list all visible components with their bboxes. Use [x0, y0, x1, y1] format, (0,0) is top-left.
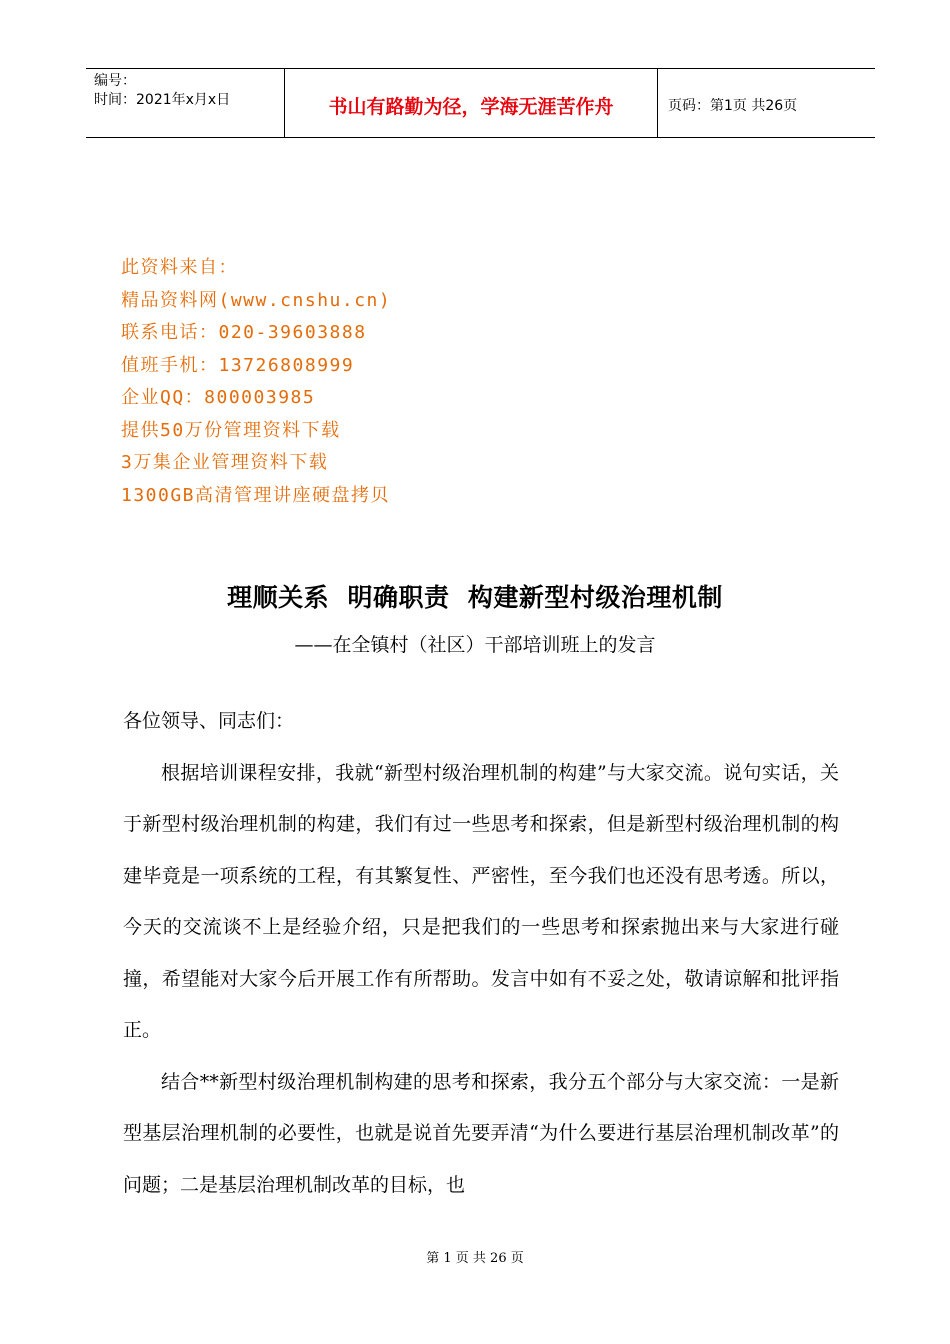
greeting: 各位领导、同志们：: [123, 710, 295, 732]
paragraph: 结合**新型村级治理机制构建的思考和探索，我分五个部分与大家交流：一是新型基层治理机制的必要性，也就是说首先要弄清“为什么要进行基层治理机制改革”的问题；二是基层治理机制改革的目标，也: [123, 1070, 839, 1196]
promo-line: 提供50万份管理资料下载: [121, 419, 341, 441]
header-table: [86, 68, 875, 138]
page-footer: 第 1 页 共 26 页: [426, 1251, 524, 1266]
document-body: [123, 696, 839, 1211]
promo-line: 企业QQ：800003985: [121, 387, 316, 408]
promo-line: 1300GB高清管理讲座硬盘拷贝: [121, 484, 391, 506]
promo-line: 值班手机：13726808999: [121, 354, 355, 376]
promo-line: 精品资料网(www.cnshu.cn): [121, 289, 392, 311]
header-motto: 书山有路勤为径，学海无涯苦作舟: [285, 69, 658, 137]
document-title: 理顺关系 明确职责 构建新型村级治理机制: [227, 583, 723, 612]
promo-line: 3万集企业管理资料下载: [121, 452, 329, 473]
document-subtitle: ——在全镇村（社区）干部培训班上的发言: [294, 634, 656, 656]
document-time-label: 时间：2021年x月x日: [94, 92, 231, 108]
header-page-label: 页码：第1页 共26页: [668, 98, 798, 114]
promo-block: [121, 252, 391, 512]
paragraph: 根据培训课程安排，我就“新型村级治理机制的构建”与大家交流。说句实话，关于新型村级治理机制的构建，我们有过一些思考和探索，但是新型村级治理机制的构建毕竟是一项系统的工程，有其繁复性、严密性，至今我们也还没有思考透。所以，今天的交流谈不上是经验介绍，只是把我们的一些思考和探索抛出来与大家进行碰撞，希望能对大家今后开展工作有所帮助。发言中如有不妥之处，敬请谅解和批评指正。: [123, 761, 839, 1041]
promo-line: 联系电话：020-39603888: [121, 322, 367, 343]
promo-line: 此资料来自：: [121, 257, 238, 278]
document-number-label: 编号：: [94, 73, 136, 89]
header-meta-cell: [86, 69, 285, 137]
